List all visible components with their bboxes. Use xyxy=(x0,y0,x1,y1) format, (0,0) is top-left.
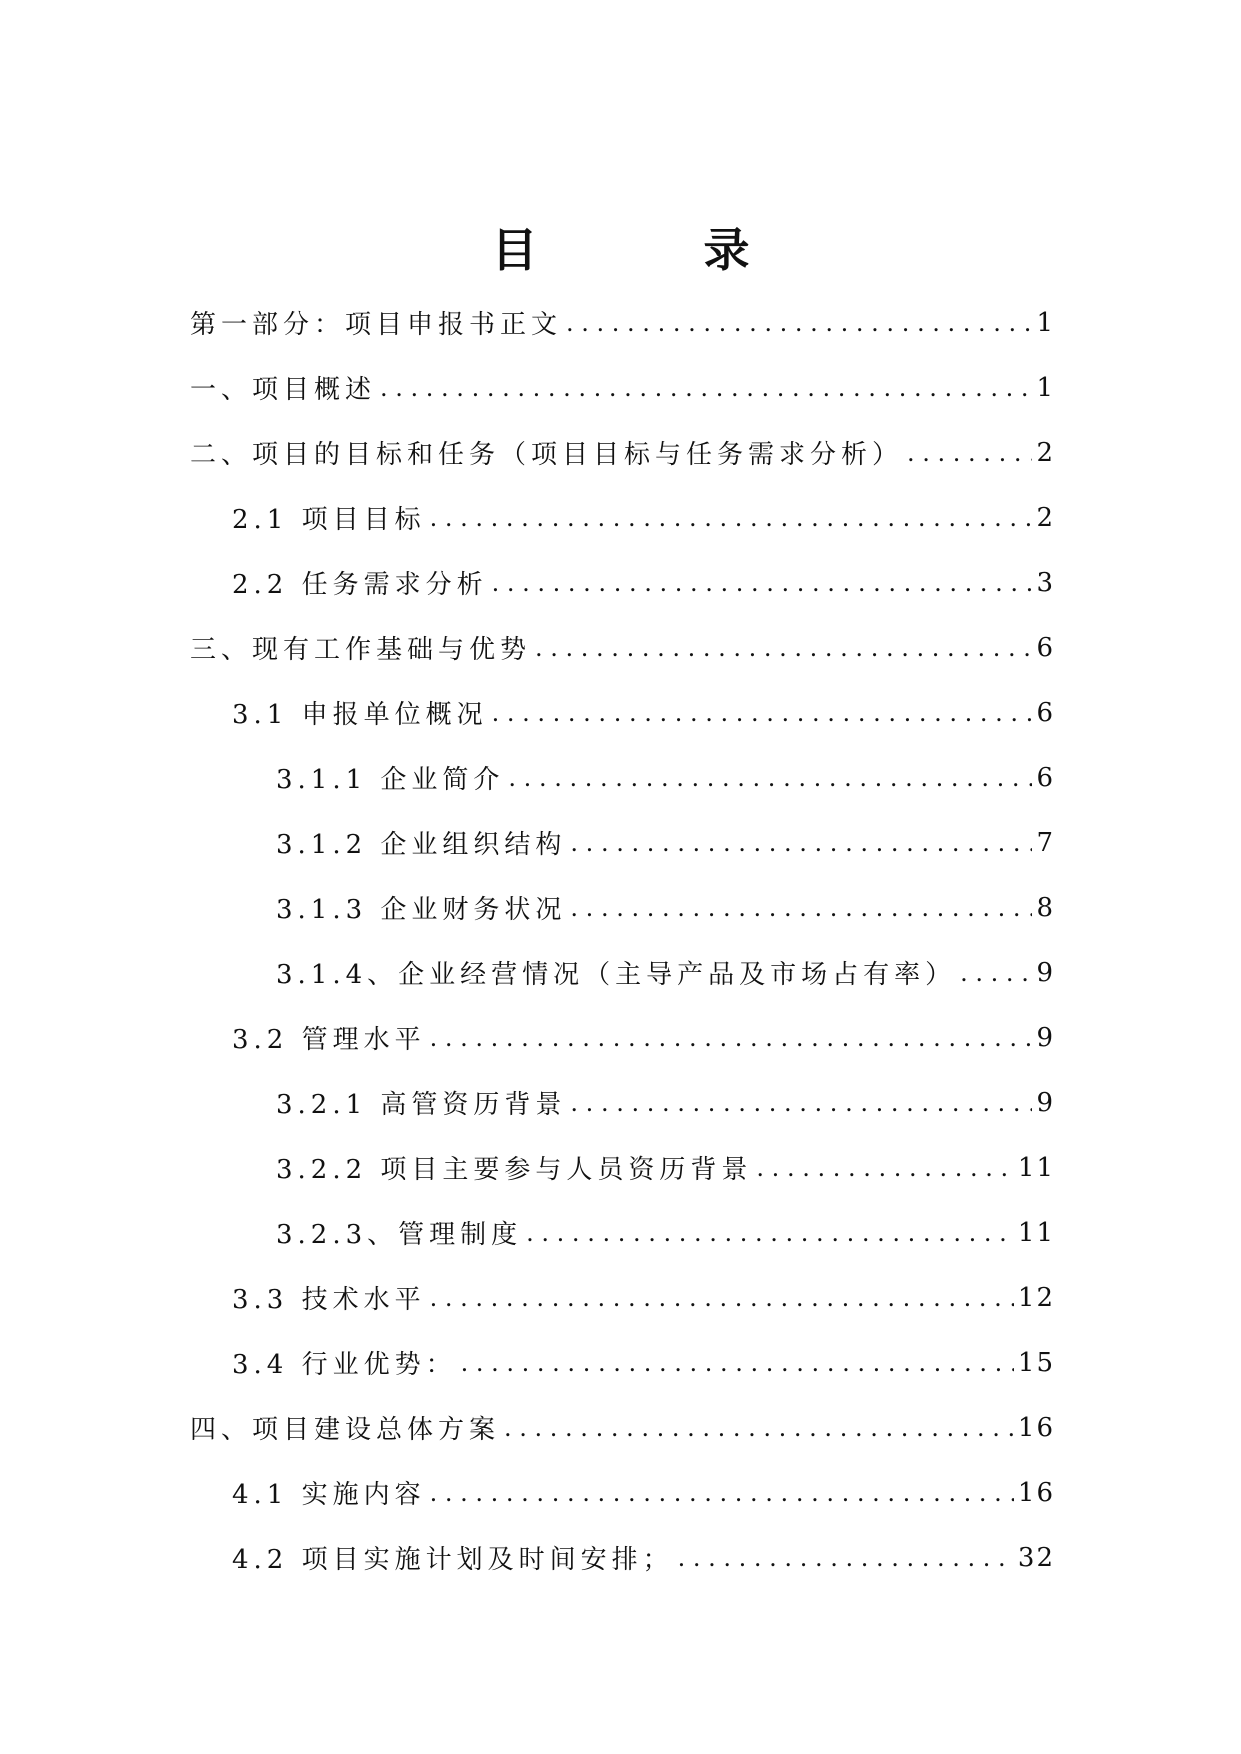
toc-entry[interactable] xyxy=(190,290,1055,355)
toc-entry-page: 16 xyxy=(1017,1412,1055,1443)
toc-entry[interactable] xyxy=(190,680,1055,745)
toc-entry-label: 4.2 项目实施计划及时间安排； xyxy=(232,1545,674,1575)
toc-entry-page: 6 xyxy=(1036,762,1055,793)
toc-entry-page: 2 xyxy=(1036,502,1055,533)
toc-entry[interactable] xyxy=(190,745,1055,810)
dot-leader xyxy=(526,1218,1014,1248)
dot-leader xyxy=(566,308,1032,338)
dot-leader xyxy=(430,1283,1014,1313)
toc-entry-label: 一、项目概述 xyxy=(190,375,377,405)
toc-entry[interactable] xyxy=(190,420,1055,485)
dot-leader xyxy=(535,633,1032,663)
toc-entry-label: 3.2.1 高管资历背景 xyxy=(276,1090,567,1120)
toc-entry[interactable] xyxy=(190,1395,1055,1460)
dot-leader xyxy=(756,1153,1013,1183)
toc-entry-page: 1 xyxy=(1036,307,1055,338)
toc-entry-page: 9 xyxy=(1036,1022,1055,1053)
toc-title: 目 录 xyxy=(491,223,810,277)
toc-entry-label: 3.1.1 企业简介 xyxy=(276,765,505,795)
toc-entry-label: 三、现有工作基础与优势 xyxy=(190,635,532,665)
toc-entry-page: 15 xyxy=(1017,1347,1055,1378)
dot-leader xyxy=(492,568,1033,598)
toc-entry[interactable] xyxy=(190,355,1055,420)
dot-leader xyxy=(461,1348,1014,1378)
toc-entry-page: 6 xyxy=(1036,632,1055,663)
dot-leader xyxy=(570,1088,1032,1118)
toc-entry-page: 11 xyxy=(1017,1152,1055,1183)
toc-entry-page: 2 xyxy=(1036,437,1055,468)
toc-entry[interactable] xyxy=(190,550,1055,615)
toc-entry-label: 3.4 行业优势： xyxy=(232,1350,457,1380)
toc-entry-label: 3.2.3、管理制度 xyxy=(276,1220,523,1250)
dot-leader xyxy=(678,1543,1014,1573)
toc-entry-label: 四、项目建设总体方案 xyxy=(190,1415,501,1445)
toc-entry-page: 9 xyxy=(1036,957,1055,988)
toc-entry-page: 32 xyxy=(1017,1542,1055,1573)
toc-entry[interactable] xyxy=(190,940,1055,1005)
dot-leader xyxy=(570,893,1032,923)
table-of-contents xyxy=(190,290,1055,1590)
toc-entry[interactable] xyxy=(190,1005,1055,1070)
toc-entry-page: 16 xyxy=(1017,1477,1055,1508)
toc-entry[interactable] xyxy=(190,1330,1055,1395)
toc-entry[interactable] xyxy=(190,875,1055,940)
toc-entry[interactable] xyxy=(190,615,1055,680)
toc-entry-page: 9 xyxy=(1036,1087,1055,1118)
toc-entry-label: 3.1 申报单位概况 xyxy=(232,700,488,730)
toc-entry-label: 4.1 实施内容 xyxy=(232,1480,426,1510)
toc-entry[interactable] xyxy=(190,1200,1055,1265)
dot-leader xyxy=(380,373,1032,403)
toc-entry-page: 7 xyxy=(1036,827,1055,858)
dot-leader xyxy=(570,828,1032,858)
toc-entry-label: 3.1.4、企业经营情况（主导产品及市场占有率） xyxy=(276,960,957,990)
toc-entry-label: 3.2.2 项目主要参与人员资历背景 xyxy=(276,1155,753,1185)
dot-leader xyxy=(430,1023,1033,1053)
toc-entry-label: 2.2 任务需求分析 xyxy=(232,570,488,600)
dot-leader xyxy=(430,1478,1014,1508)
dot-leader xyxy=(907,438,1032,468)
toc-entry-label: 3.2 管理水平 xyxy=(232,1025,426,1055)
toc-entry[interactable] xyxy=(190,1135,1055,1200)
toc-entry-label: 2.1 项目目标 xyxy=(232,505,426,535)
toc-entry[interactable] xyxy=(190,1070,1055,1135)
toc-entry-label: 3.1.2 企业组织结构 xyxy=(276,830,567,860)
toc-entry-page: 12 xyxy=(1017,1282,1055,1313)
toc-entry-page: 11 xyxy=(1017,1217,1055,1248)
toc-entry-page: 3 xyxy=(1036,567,1055,598)
dot-leader xyxy=(960,958,1032,988)
toc-entry[interactable] xyxy=(190,1265,1055,1330)
toc-entry-label: 第一部分：项目申报书正文 xyxy=(190,310,563,340)
toc-entry[interactable] xyxy=(190,1460,1055,1525)
toc-entry-label: 二、项目的目标和任务（项目目标与任务需求分析） xyxy=(190,440,904,470)
toc-entry-label: 3.1.3 企业财务状况 xyxy=(276,895,567,925)
toc-entry[interactable] xyxy=(190,1525,1055,1590)
toc-entry-page: 1 xyxy=(1036,372,1055,403)
dot-leader xyxy=(508,763,1032,793)
dot-leader xyxy=(492,698,1033,728)
dot-leader xyxy=(430,503,1033,533)
dot-leader xyxy=(504,1413,1014,1443)
toc-entry-label: 3.3 技术水平 xyxy=(232,1285,426,1315)
toc-entry-page: 6 xyxy=(1036,697,1055,728)
toc-entry-page: 8 xyxy=(1036,892,1055,923)
toc-entry[interactable] xyxy=(190,485,1055,550)
toc-entry[interactable] xyxy=(190,810,1055,875)
